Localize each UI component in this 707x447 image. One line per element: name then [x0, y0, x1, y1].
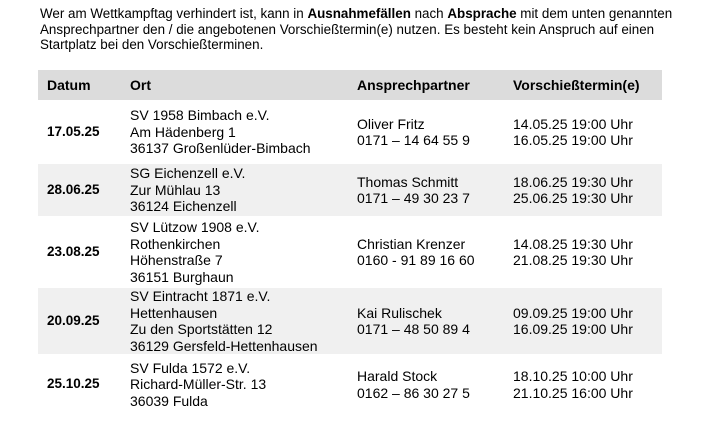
ort-line: 36151 Burghaun	[130, 268, 234, 285]
termin-line: 16.09.25 19:00 Uhr	[513, 321, 633, 337]
header-datum: Datum	[38, 70, 121, 102]
termin-line: 14.08.25 19:30 Uhr	[513, 235, 633, 252]
date-cell: 25.10.25	[38, 356, 121, 414]
intro-text-2: nach	[410, 6, 448, 21]
contact-phone: 0171 – 14 64 55 9	[357, 132, 470, 148]
termine-cell	[504, 218, 662, 287]
termine-cell	[504, 356, 662, 414]
contact-phone: 0171 – 48 50 89 4	[357, 321, 470, 337]
ort-line: Richard-Müller-Str. 13	[130, 376, 267, 393]
intro-text-1: Wer am Wettkampftag verhindert ist, kann in	[40, 6, 308, 21]
header-vorschiesstermine: Vorschießtermin(e)	[504, 70, 662, 102]
schedule-table	[38, 70, 662, 415]
ort-line: Hettenhausen	[130, 304, 218, 321]
ort-line: SV Eintracht 1871 e.V.	[130, 288, 271, 304]
table-header-row	[38, 70, 662, 102]
ort-line: 36124 Eichenzell	[130, 198, 237, 215]
intro-bold-absprache: Absprache	[447, 6, 517, 21]
date-cell: 28.06.25	[38, 163, 121, 218]
contact-cell	[348, 163, 504, 218]
table-row	[38, 218, 662, 287]
ort-line: SG Eichenzell e.V.	[130, 165, 246, 182]
contact-name: Oliver Fritz	[357, 115, 425, 132]
contact-cell	[348, 356, 504, 414]
ort-cell	[121, 356, 348, 414]
ort-line: 36129 Gersfeld-Hettenhausen	[130, 337, 318, 354]
termine-cell	[504, 163, 662, 218]
termine-cell	[504, 287, 662, 356]
date-cell: 23.08.25	[38, 218, 121, 287]
table-row	[38, 102, 662, 163]
contact-name: Thomas Schmitt	[357, 173, 459, 190]
header-ort: Ort	[121, 70, 348, 102]
termin-line: 14.05.25 19:00 Uhr	[513, 115, 633, 132]
termin-line: 18.10.25 10:00 Uhr	[513, 368, 633, 384]
termin-line: 09.09.25 19:00 Uhr	[513, 304, 633, 321]
termin-line: 16.05.25 19:00 Uhr	[513, 132, 633, 148]
table-row	[38, 356, 662, 414]
date-cell: 20.09.25	[38, 287, 121, 356]
ort-line: 36137 Großenlüder-Bimbach	[130, 140, 311, 157]
termine-cell	[504, 102, 662, 163]
table-row	[38, 287, 662, 356]
intro-text-3: mit dem unten genannten Ansprechpartner den / die angebotenen Vorschießtermin(e) nutzen. Es besteht kein Anspruch auf einen Startplatz bei den Vorschießterminen.	[40, 6, 673, 52]
termin-line: 21.08.25 19:30 Uhr	[513, 252, 633, 268]
table-row	[38, 163, 662, 218]
contact-name: Kai Rulischek	[357, 304, 442, 321]
contact-cell	[348, 287, 504, 356]
header-ansprechpartner: Ansprechpartner	[348, 70, 504, 102]
ort-line: Zu den Sportstätten 12	[130, 321, 273, 337]
contact-phone: 0171 – 49 30 23 7	[357, 190, 470, 206]
contact-cell	[348, 102, 504, 163]
termin-line: 25.06.25 19:30 Uhr	[513, 190, 633, 206]
contact-phone: 0162 – 86 30 27 5	[357, 384, 470, 401]
ort-cell	[121, 102, 348, 163]
ort-line: Am Hädenberg 1	[130, 123, 236, 140]
contact-name: Christian Krenzer	[357, 235, 466, 252]
ort-line: Höhenstraße 7	[130, 252, 223, 268]
intro-bold-ausnahmefaellen: Ausnahmefällen	[307, 6, 411, 21]
contact-cell	[348, 218, 504, 287]
termin-line: 18.06.25 19:30 Uhr	[513, 173, 633, 190]
contact-name: Harald Stock	[357, 368, 438, 384]
ort-line: SV 1958 Bimbach e.V.	[130, 107, 270, 124]
termin-line: 21.10.25 16:00 Uhr	[513, 384, 633, 401]
ort-line: Zur Mühlau 13	[130, 181, 221, 198]
intro-paragraph	[40, 6, 680, 53]
ort-line: Rothenkirchen	[130, 235, 221, 252]
ort-line: SV Lützow 1908 e.V.	[130, 219, 260, 235]
date-cell: 17.05.25	[38, 102, 121, 163]
ort-cell	[121, 287, 348, 356]
ort-line: SV Fulda 1572 e.V.	[130, 359, 251, 376]
contact-phone: 0160 - 91 89 16 60	[357, 252, 475, 268]
ort-cell	[121, 163, 348, 218]
ort-cell	[121, 218, 348, 287]
ort-line: 36039 Fulda	[130, 392, 208, 409]
